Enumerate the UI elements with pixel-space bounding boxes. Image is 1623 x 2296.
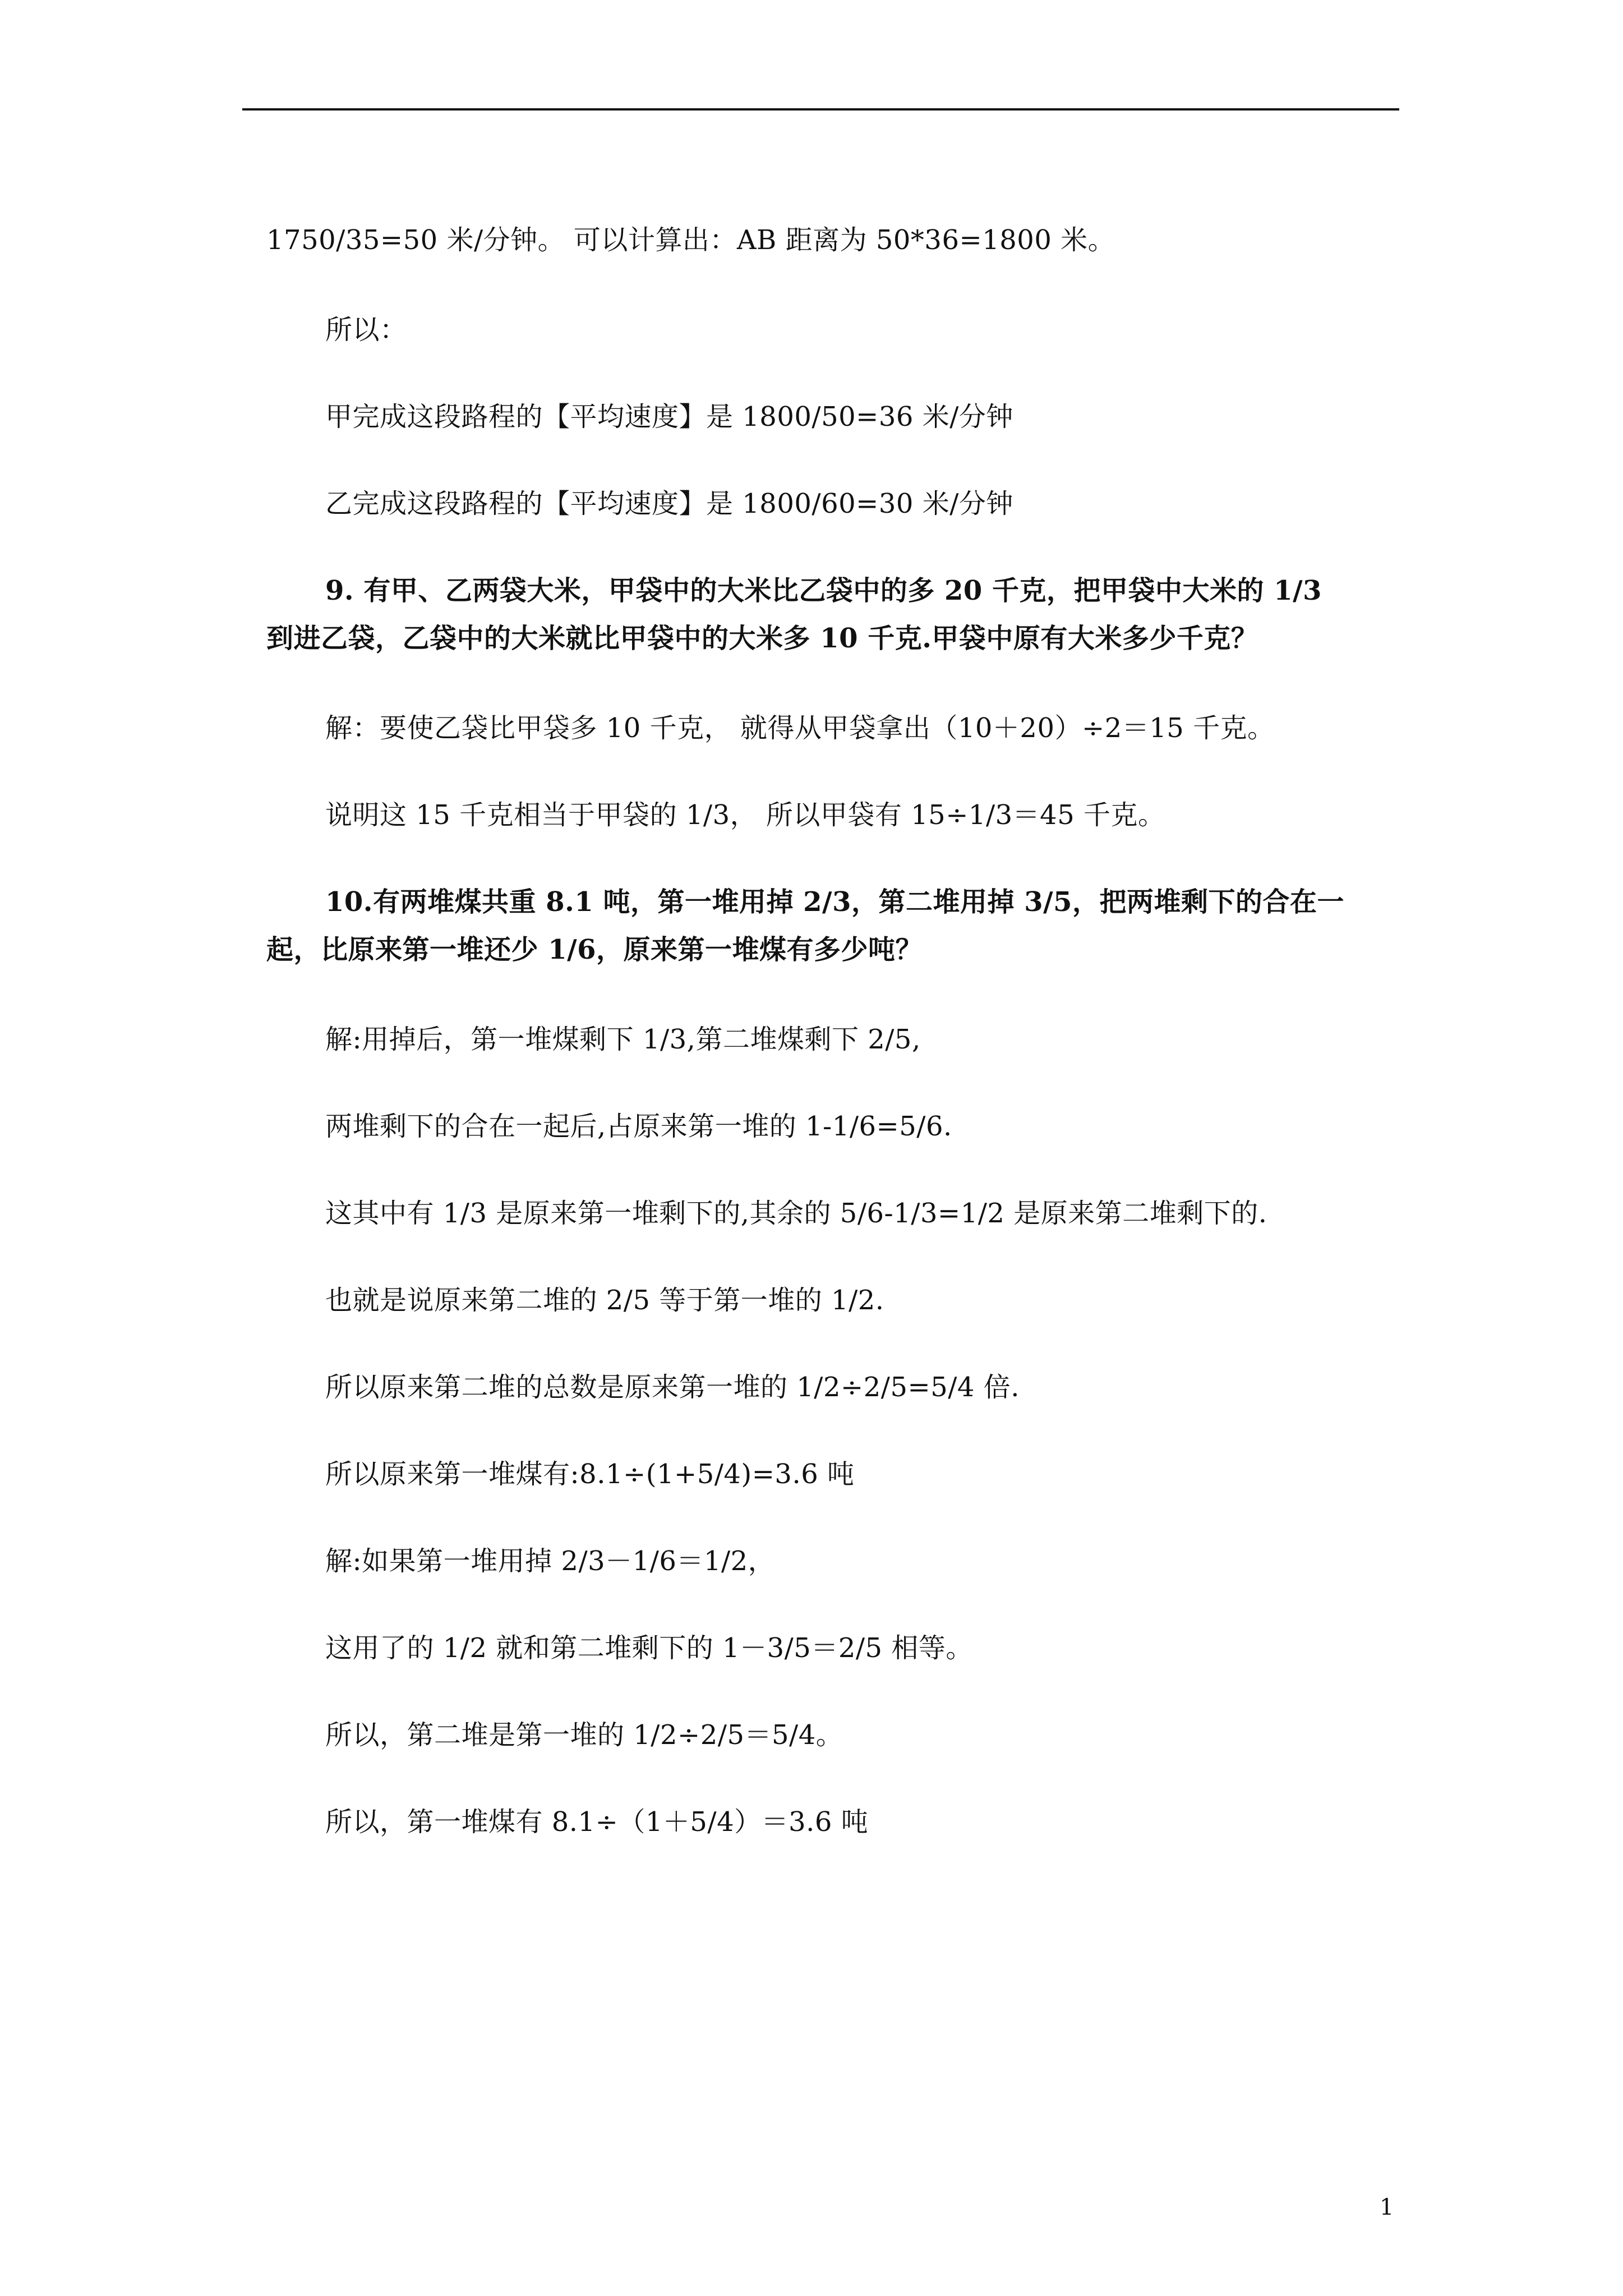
solution-line: 所以，第二堆是第一堆的 1/2÷2/5＝5/4。 [325, 1719, 843, 1751]
header-rule [242, 108, 1399, 111]
solution-line: 所以原来第一堆煤有:8.1÷(1+5/4)=3.6 吨 [325, 1458, 855, 1490]
question-9-line-2: 到进乙袋，乙袋中的大米就比甲袋中的大米多 10 千克.甲袋中原有大米多少千克？ [266, 623, 1258, 654]
solution-line: 所以原来第二堆的总数是原来第一堆的 1/2÷2/5=5/4 倍. [325, 1372, 1020, 1403]
page-number: 1 [1380, 2194, 1394, 2220]
solution-line: 这其中有 1/3 是原来第一堆剩下的,其余的 5/6-1/3=1/2 是原来第二堆剩下的. [325, 1198, 1267, 1229]
question-10-line-2: 起，比原来第一堆还少 1/6，原来第一堆煤有多少吨？ [266, 934, 923, 965]
text-line: 所以： [325, 314, 407, 346]
solution-line: 解:如果第一堆用掉 2/3－1/6＝1/2， [325, 1545, 776, 1577]
solution-line: 所以，第一堆煤有 8.1÷（1＋5/4）＝3.6 吨 [325, 1806, 869, 1838]
solution-line: 解：要使乙袋比甲袋多 10 千克， 就得从甲袋拿出（10＋20）÷2＝15 千克。 [325, 712, 1275, 744]
text-line: 1750/35=50 米/分钟。 可以计算出：AB 距离为 50*36=1800 米。 [266, 224, 1115, 256]
question-9-line-1: 9. 有甲、乙两袋大米，甲袋中的大米比乙袋中的多 20 千克，把甲袋中大米的 1/3 [325, 575, 1322, 606]
solution-line: 说明这 15 千克相当于甲袋的 1/3， 所以甲袋有 15÷1/3＝45 千克。 [325, 799, 1165, 831]
solution-line: 解:用掉后，第一堆煤剩下 1/3,第二堆煤剩下 2/5, [325, 1024, 921, 1055]
text-line: 甲完成这段路程的【平均速度】是 1800/50=36 米/分钟 [325, 401, 1013, 432]
solution-line: 也就是说原来第二堆的 2/5 等于第一堆的 1/2. [325, 1285, 884, 1316]
question-10-line-1: 10.有两堆煤共重 8.1 吨，第一堆用掉 2/3，第二堆用掉 3/5，把两堆剩下的合在一 [325, 886, 1345, 918]
solution-line: 两堆剩下的合在一起后,占原来第一堆的 1-1/6=5/6. [325, 1111, 952, 1142]
solution-line: 这用了的 1/2 就和第二堆剩下的 1－3/5＝2/5 相等。 [325, 1632, 973, 1664]
text-line: 乙完成这段路程的【平均速度】是 1800/60=30 米/分钟 [325, 488, 1013, 519]
